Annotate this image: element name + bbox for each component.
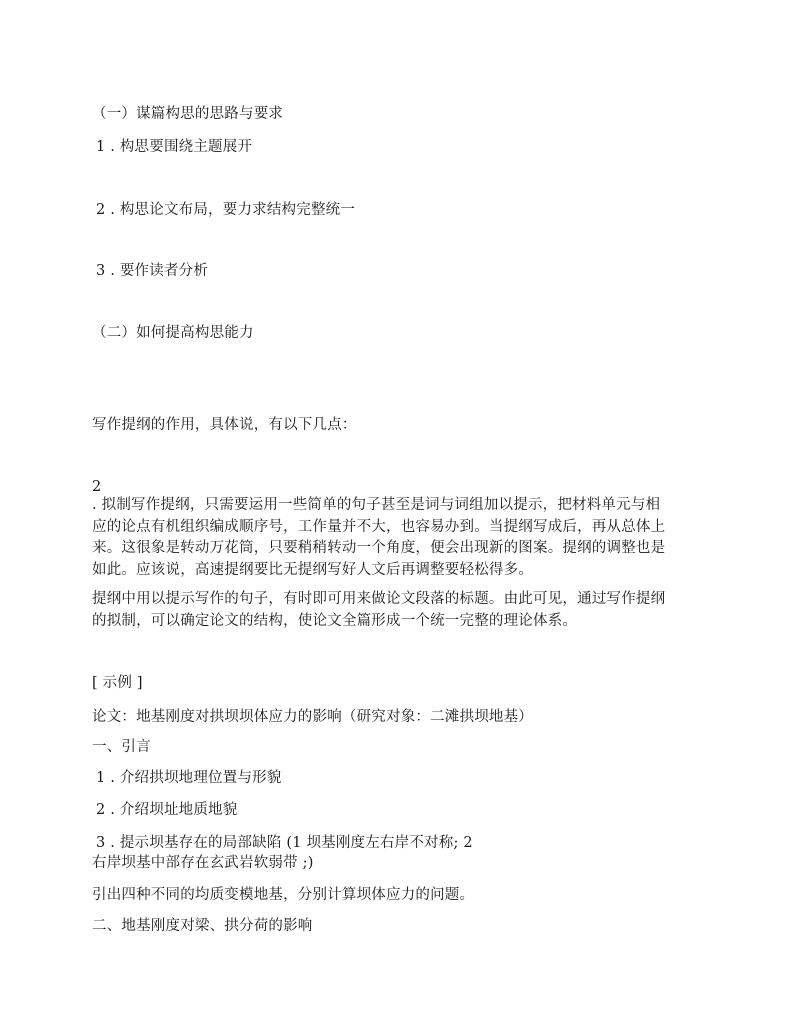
point-line-3: 来。这很象是转动万花筒，只要稍稍转动一个角度，便会出现新的图案。提纲的调整也是 — [92, 540, 666, 556]
example-item-3-line-2: 右岸坝基中部存在玄武岩软弱带 ;) — [92, 855, 314, 871]
intro-heading: 一、引言 — [92, 739, 151, 755]
paragraph-2-line-1: 提纲中用以提示写作的句子，有时即可用来做论文段落的标题。由此可见，通过写作提纲 — [92, 591, 666, 607]
point-paragraph — [92, 495, 718, 581]
point-line-2: 应的论点有机组织编成顺序号，工作量并不大，也容易办到。当提纲写成后，再从总体上 — [92, 518, 666, 535]
outline-intro: 写作提纲的作用，具体说，有以下几点： — [92, 417, 357, 433]
point-number: 2 — [92, 479, 102, 495]
section1-title: （一）谋篇构思的思路与要求 — [92, 106, 284, 122]
list-item-3: 3 . 要作读者分析 — [96, 263, 209, 279]
example-item-1: 1 . 介绍拱坝地理位置与形貌 — [96, 770, 282, 786]
section2-title: （二）如何提高构思能力 — [92, 325, 254, 341]
example-item-2: 2 . 介绍坝址地质地貌 — [96, 802, 238, 818]
list-item-2: 2 . 构思论文布局，要力求结构完整统一 — [96, 202, 356, 218]
point-line-4: 如此。应该说，高速提纲要比无提纲写好人文后再调整要轻松得多。 — [92, 561, 533, 578]
paragraph-2 — [92, 589, 718, 632]
point-line-1: . 拟制写作提纲，只需要运用一些简单的句子甚至是词与词组加以提示，把材料单元与相 — [92, 497, 661, 513]
example-item-3-line-1: 3 . 提示坝基存在的局部缺陷 (1 坝基刚度左右岸不对称; 2 — [96, 835, 473, 851]
second-heading: 二、地基刚度对梁、拱分荷的影响 — [92, 918, 313, 934]
list-item-1: 1 . 构思要围绕主题展开 — [96, 139, 253, 155]
lead-out: 引出四种不同的均质变模地基，分别计算坝体应力的问题。 — [92, 887, 475, 903]
paragraph-2-line-2: 的拟制，可以确定论文的结构，使论文全篇形成一个统一完整的理论体系。 — [92, 612, 578, 629]
thesis-title: 论文：地基刚度对拱坝坝体应力的影响（研究对象：二滩拱坝地基） — [92, 709, 533, 725]
example-label: [ 示例 ] — [92, 675, 143, 691]
